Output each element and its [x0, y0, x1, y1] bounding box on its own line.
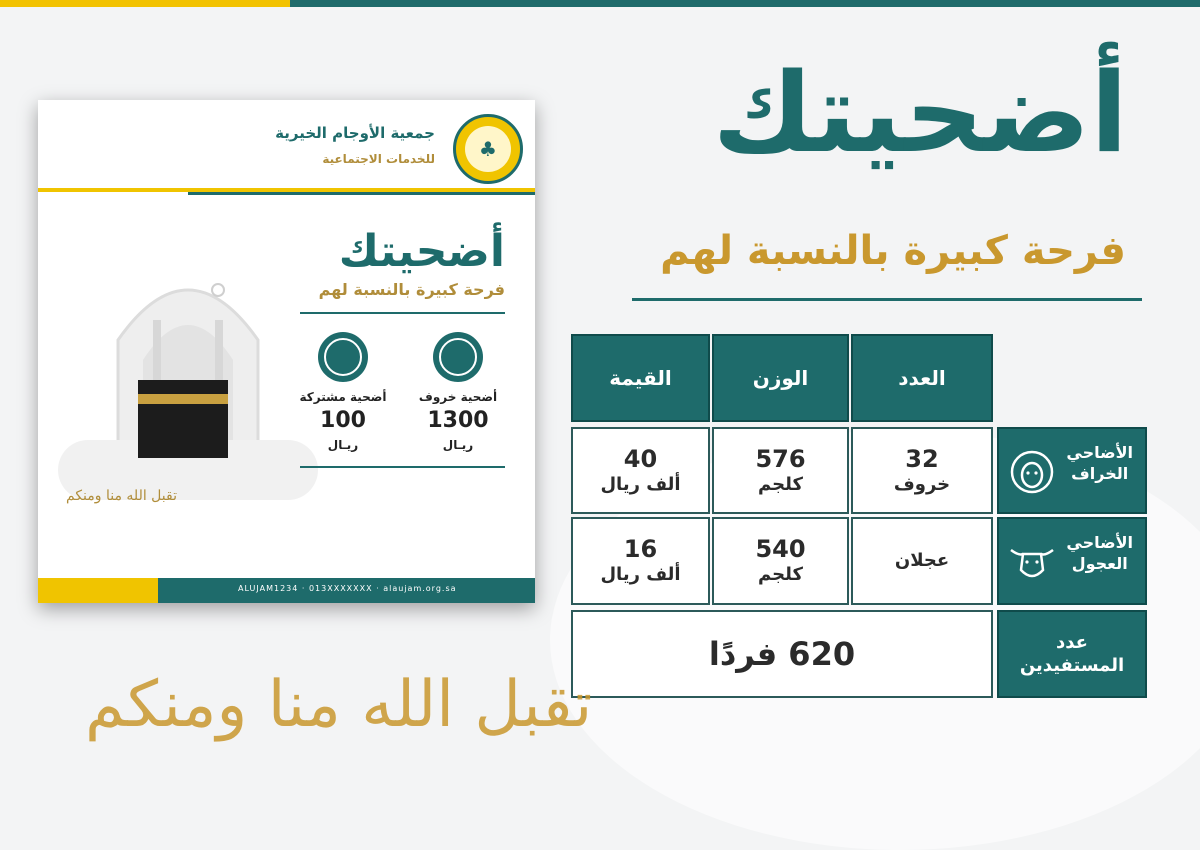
item-label: أضحية مشتركة — [299, 390, 387, 404]
row-label-sheep — [997, 427, 1147, 514]
cell-unit: كلجم — [758, 564, 803, 585]
main-title: أضحيتك — [712, 49, 1128, 177]
item-unit: ريـال — [442, 438, 474, 452]
poster-footer-contacts: ALUJAM1234 · 013XXXXXXX · alaujam.org.sa — [238, 584, 457, 593]
main-subtitle: فرحة كبيرة بالنسبة لهم — [660, 228, 1126, 274]
calligraphy-blessing: تقبل الله منا ومنكم — [85, 668, 593, 742]
top-accent-gold — [0, 0, 290, 7]
title-rule — [632, 298, 1142, 301]
cell-sheep-weight — [712, 427, 849, 514]
cell-unit: كلجم — [758, 473, 803, 495]
header-value: القيمة — [571, 334, 710, 422]
poster-calligraphy: تقبل الله منا ومنكم — [66, 488, 177, 504]
poster-separator — [300, 466, 505, 468]
row-label-line: العجول — [1071, 553, 1128, 573]
row-label-line: الأضاحي — [1066, 533, 1133, 552]
beneficiaries-count: 620 فردًا — [708, 635, 856, 673]
sheep-icon — [1005, 445, 1059, 499]
row-label-line: الخراف — [1071, 463, 1129, 483]
organization-logo — [453, 114, 523, 184]
cell-unit: ألف ريال — [600, 473, 681, 495]
poster-divider-teal — [188, 192, 535, 195]
cow-icon — [1005, 536, 1059, 590]
header-weight: الوزن — [712, 334, 849, 422]
cell-number: 540 — [755, 535, 806, 564]
row-label-beneficiaries — [997, 610, 1147, 698]
item-price: 100 — [320, 408, 366, 433]
header-count: العدد — [851, 334, 993, 422]
cow-icon — [318, 332, 368, 382]
poster-separator — [300, 312, 505, 314]
poster-tagline: فرحة كبيرة بالنسبة لهم — [318, 280, 505, 299]
palm-icon: ♣ — [465, 126, 511, 172]
poster-card — [38, 100, 535, 603]
poster-org-name: جمعية الأوجام الخيرية — [275, 124, 435, 142]
cell-beneficiaries-value — [571, 610, 993, 698]
cell-number: 40 — [623, 444, 658, 473]
cell-unit: ألف ريال — [600, 564, 681, 585]
poster-org-subtitle: للخدمات الاجتماعية — [322, 152, 435, 166]
kaaba-icon — [138, 380, 228, 458]
cell-calves-count — [851, 517, 993, 605]
cell-calves-weight — [712, 517, 849, 605]
row-label-line: المستفيدين — [1019, 655, 1125, 676]
cell-number: 32 — [905, 444, 939, 473]
item-label: أضحية خروف — [418, 390, 498, 404]
cell-number: 16 — [623, 535, 658, 564]
cell-calves-value — [571, 517, 710, 605]
sheep-icon — [433, 332, 483, 382]
item-price: 1300 — [427, 408, 489, 433]
poster-footer-gold — [38, 578, 158, 603]
row-label-line: عدد — [1056, 631, 1088, 653]
cell-number: 576 — [755, 444, 806, 473]
row-label-calves — [997, 517, 1147, 605]
cell-sheep-value — [571, 427, 710, 514]
cell-sheep-count — [851, 427, 993, 514]
cell-text: عجلان — [894, 550, 950, 572]
item-unit: ريـال — [327, 438, 359, 452]
cell-unit: خروف — [893, 473, 951, 495]
poster-headline: أضحيتك — [338, 226, 505, 277]
top-accent-teal — [290, 0, 1200, 7]
row-label-line: الأضاحي — [1066, 443, 1133, 462]
